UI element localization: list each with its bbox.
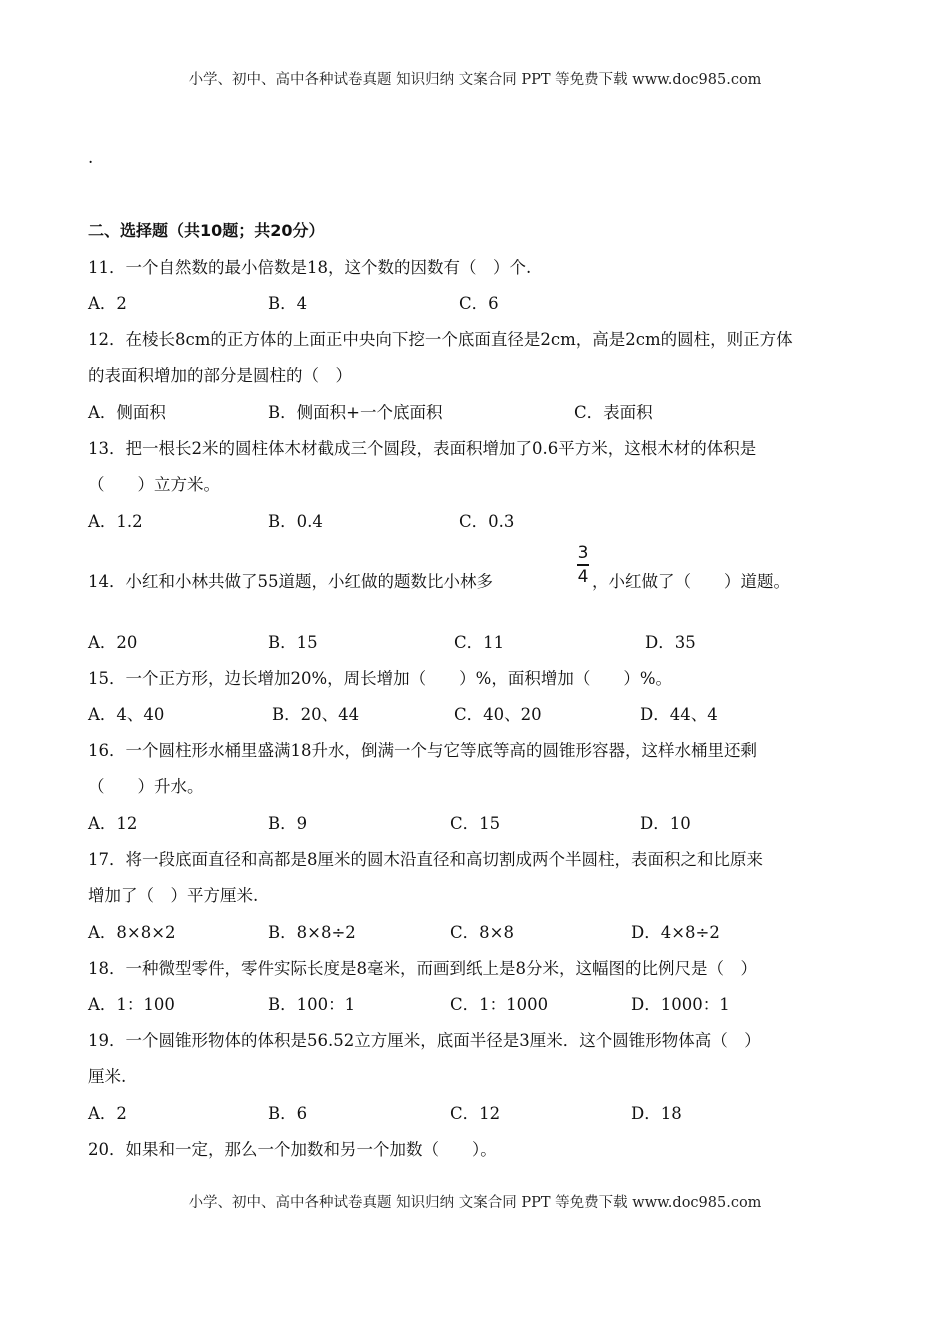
question-18-options (88, 991, 888, 1015)
option-c: C．12 (450, 1104, 501, 1123)
question-12-options (88, 399, 888, 423)
option-c: C．11 (454, 633, 505, 652)
question-17-line-2: 增加了（ ）平方厘米. (88, 886, 259, 905)
question-15: 15．一个正方形，边长增加20%，周长增加（ ）%，面积增加（ ）%。 (88, 669, 673, 688)
question-14-text-before: 14．小红和小林共做了55道题，小红做的题数比小林多 (88, 572, 493, 591)
option-a: A．20 (88, 633, 138, 652)
page-footer: 小学、初中、高中各种试卷真题 知识归纳 文案合同 PPT 等免费下载 www.doc985.com (188, 1195, 762, 1211)
option-a: A．2 (88, 294, 127, 313)
option-c: C．40、20 (454, 705, 542, 724)
question-11: 11．一个自然数的最小倍数是18，这个数的因数有（ ）个. (88, 258, 532, 277)
stray-dot: . (88, 148, 94, 167)
question-20: 20．如果和一定，那么一个加数和另一个加数（ ）。 (88, 1140, 497, 1159)
question-13-options (88, 508, 888, 532)
question-15-options (88, 701, 888, 725)
option-b: B．9 (268, 814, 308, 833)
option-c: C．0.3 (459, 512, 515, 531)
option-b: B．15 (268, 633, 318, 652)
question-12-line-1: 12．在棱长8cm的正方体的上面正中央向下挖一个底面直径是2cm，高是2cm的圆柱，则正方体 (88, 330, 793, 349)
fraction-numerator: 3 (577, 543, 589, 563)
option-a: A．1.2 (88, 512, 143, 531)
question-13-line-2: （ ）立方米。 (88, 475, 220, 494)
option-c: C．6 (459, 294, 499, 313)
fraction-denominator: 4 (577, 566, 589, 587)
option-b: B．0.4 (268, 512, 323, 531)
question-11-options (88, 290, 888, 314)
page-header: 小学、初中、高中各种试卷真题 知识归纳 文案合同 PPT 等免费下载 www.doc985.com (188, 72, 762, 88)
option-b: B．20、44 (272, 705, 360, 724)
fraction-three-quarters (577, 544, 589, 586)
option-a: A．侧面积 (88, 403, 166, 422)
question-17-line-1: 17．将一段底面直径和高都是8厘米的圆木沿直径和高切割成两个半圆柱，表面积之和比原来 (88, 850, 763, 869)
option-d: D．10 (640, 814, 691, 833)
question-16-line-1: 16．一个圆柱形水桶里盛满18升水，倒满一个与它等底等高的圆锥形容器，这样水桶里还剩 (88, 741, 757, 760)
question-14-options (88, 629, 888, 653)
option-a: A．2 (88, 1104, 127, 1123)
option-d: D．4×8÷2 (631, 923, 720, 942)
option-b: B．侧面积+一个底面积 (268, 403, 443, 422)
question-16-options (88, 810, 888, 834)
option-a: A．12 (88, 814, 138, 833)
option-a: A．8×8×2 (88, 923, 176, 942)
option-a: A．1：100 (88, 995, 175, 1014)
fraction-bar (577, 564, 589, 566)
question-12-line-2: 的表面积增加的部分是圆柱的（ ） (88, 366, 352, 385)
option-c: C．1：1000 (450, 995, 549, 1014)
option-d: D．1000：1 (631, 995, 730, 1014)
question-18: 18．一种微型零件，零件实际长度是8毫米，而画到纸上是8分米，这幅图的比例尺是（ ） (88, 959, 757, 978)
question-14-text-after: ，小红做了（ ）道题。 (592, 572, 790, 591)
question-13-line-1: 13．把一根长2米的圆柱体木材截成三个圆段，表面积增加了0.6平方米，这根木材的体积是 (88, 439, 757, 458)
option-d: D．44、4 (640, 705, 718, 724)
question-19-line-2: 厘米. (88, 1067, 127, 1086)
option-c: C．表面积 (574, 403, 653, 422)
option-c: C．15 (450, 814, 501, 833)
question-19-line-1: 19．一个圆锥形物体的体积是56.52立方厘米，底面半径是3厘米．这个圆锥形物体高（ ） (88, 1031, 761, 1050)
section-title: 二、选择题（共10题；共20分） (88, 221, 325, 240)
option-b: B．8×8÷2 (268, 923, 356, 942)
question-19-options (88, 1100, 888, 1124)
option-b: B．6 (268, 1104, 308, 1123)
option-d: D．18 (631, 1104, 682, 1123)
option-a: A．4、40 (88, 705, 165, 724)
question-16-line-2: （ ）升水。 (88, 777, 204, 796)
option-c: C．8×8 (450, 923, 514, 942)
option-d: D．35 (645, 633, 696, 652)
question-17-options (88, 919, 888, 943)
option-b: B．100：1 (268, 995, 356, 1014)
option-b: B．4 (268, 294, 308, 313)
